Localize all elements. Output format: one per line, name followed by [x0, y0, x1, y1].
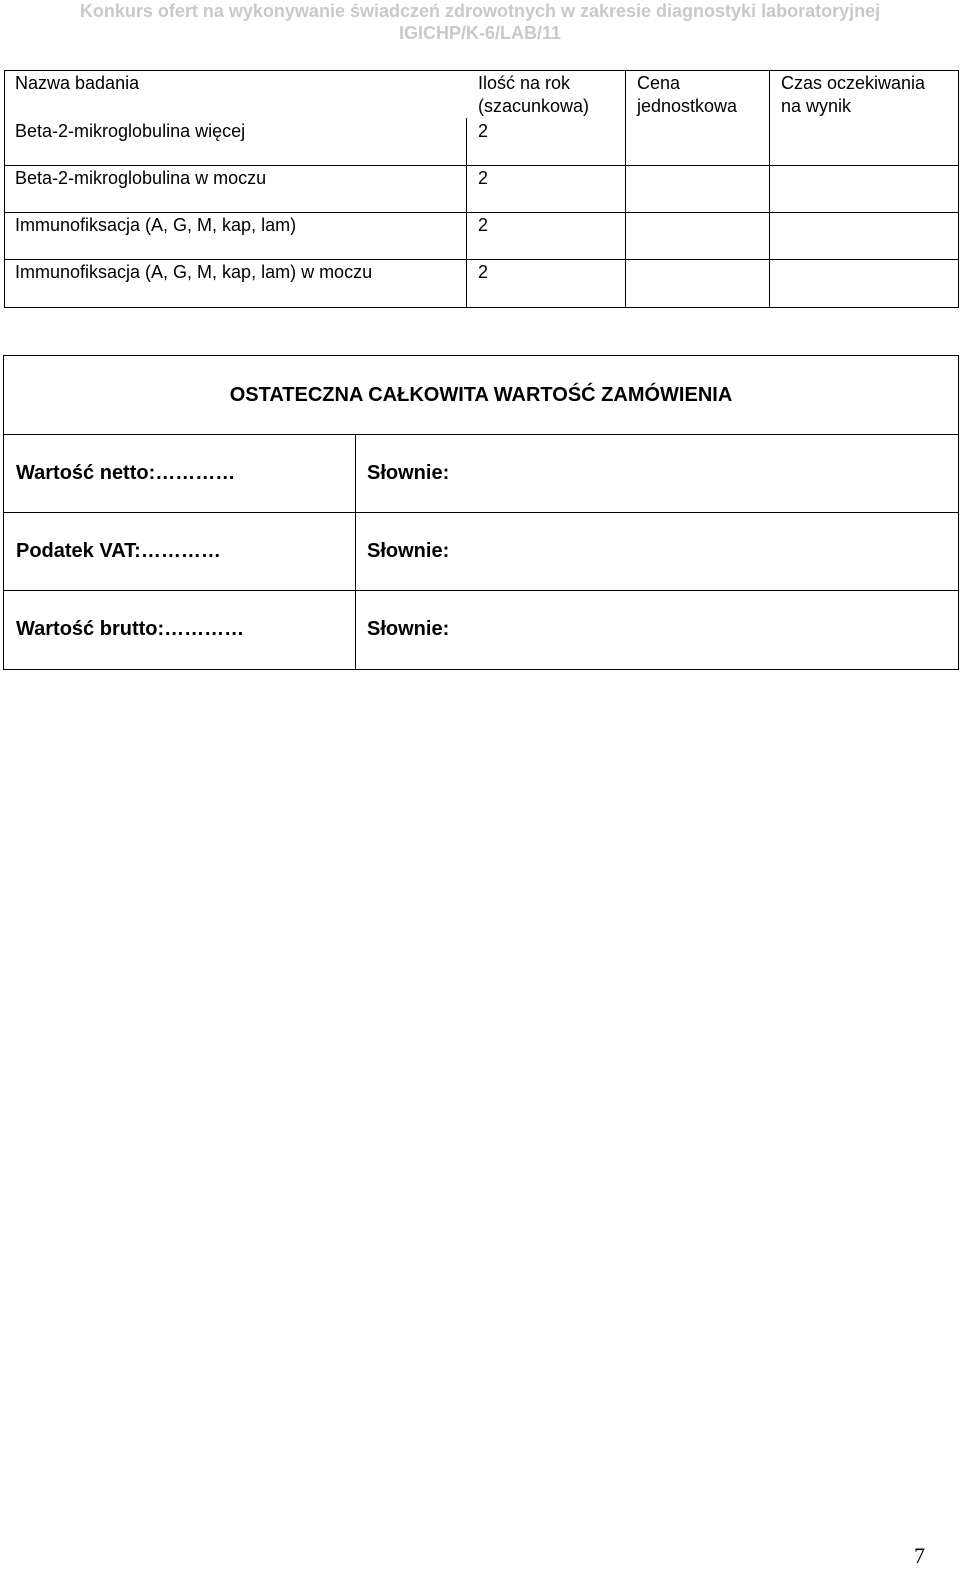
- row-1-name: Beta-2-mikroglobulina więcej: [15, 121, 246, 141]
- tests-table: [4, 70, 959, 308]
- row-3-qty: 2: [478, 215, 489, 235]
- net-value-words: Słownie:: [367, 462, 450, 484]
- order-summary-table: [3, 355, 959, 670]
- row-2-name: Beta-2-mikroglobulina w moczu: [15, 168, 267, 188]
- vat-label: Podatek VAT:…………: [16, 540, 221, 562]
- vat-words: Słownie:: [367, 540, 450, 562]
- row-4-name: Immunofiksacja (A, G, M, kap, lam) w moczu: [15, 262, 373, 282]
- row-3-name: Immunofiksacja (A, G, M, kap, lam): [15, 215, 297, 235]
- col-header-qty-line1: Ilość na rok: [478, 73, 571, 93]
- row-4-qty: 2: [478, 262, 489, 282]
- col-header-price-line2: jednostkowa: [637, 96, 738, 116]
- col-header-wait-line2: na wynik: [781, 96, 852, 116]
- summary-row-vat: [4, 513, 958, 591]
- document-header-title: Konkurs ofert na wykonywanie świadczeń zdrowotnych w zakresie diagnostyki laboratoryjnej: [79, 1, 881, 21]
- document-header-code: IGICHP/K-6/LAB/11: [398, 23, 562, 43]
- col-header-wait-line1: Czas oczekiwania: [781, 73, 926, 93]
- gross-value-words: Słownie:: [367, 618, 450, 640]
- net-value-label: Wartość netto:…………: [16, 462, 236, 484]
- summary-title: OSTATECZNA CAŁKOWITA WARTOŚĆ ZAMÓWIENIA: [4, 356, 958, 435]
- col-header-qty-line2: (szacunkowa): [478, 96, 590, 116]
- gross-value-label: Wartość brutto:…………: [16, 618, 245, 640]
- col-header-price-line1: Cena: [637, 73, 681, 93]
- summary-row-gross: [4, 591, 958, 669]
- summary-row-net: [4, 435, 958, 513]
- col-header-name: Nazwa badania: [15, 73, 140, 93]
- page-number: 7: [914, 1543, 925, 1568]
- row-2-qty: 2: [478, 168, 489, 188]
- row-1-qty: 2: [478, 121, 489, 141]
